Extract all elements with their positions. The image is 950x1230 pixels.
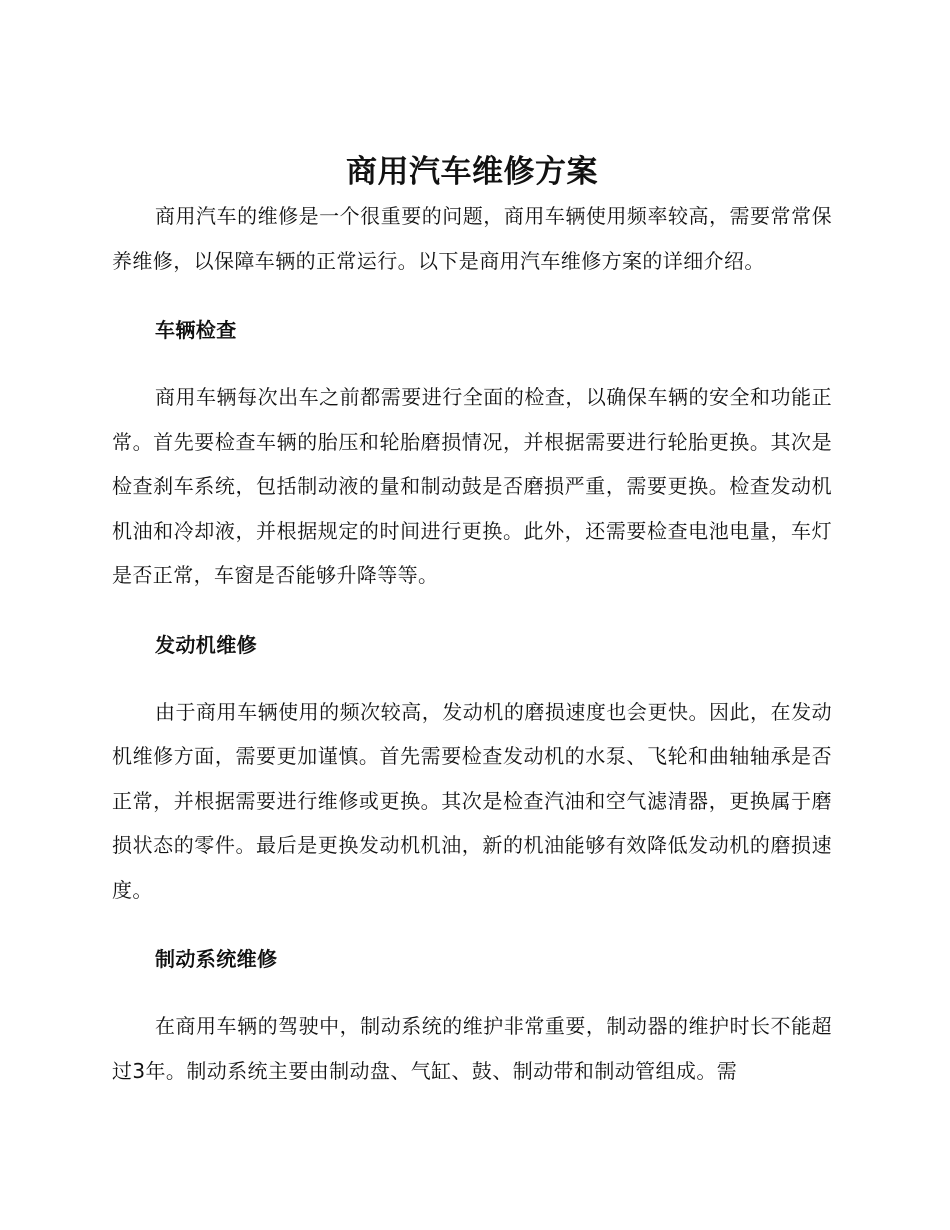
document-page bbox=[112, 150, 832, 1093]
document-title: 商用汽车维修方案 bbox=[346, 154, 598, 190]
section-heading-vehicle-inspection: 车辆检查 bbox=[155, 318, 237, 342]
section-body-engine-repair: 由于商用车辆使用的频次较高，发动机的磨损速度也会更快。因此，在发动机维修方面，需要更加谨慎。首先需要检查发动机的水泵、飞轮和曲轴轴承是否正常，并根据需要进行维修或更换。其次是检查汽油和空气滤清器，更换属于磨损状态的零件。最后是更换发动机机油，新的机油能够有效降低发动机的磨损速度。 bbox=[112, 699, 832, 902]
section-body-brake-system-repair: 在商用车辆的驾驶中，制动系统的维护非常重要，制动器的维护时长不能超过3年。制动系统主要由制动盘、气缸、鼓、制动带和制动管组成。需 bbox=[112, 1014, 832, 1083]
section-body-vehicle-inspection: 商用车辆每次出车之前都需要进行全面的检查，以确保车辆的安全和功能正常。首先要检查车辆的胎压和轮胎磨损情况，并根据需要进行轮胎更换。其次是检查刹车系统，包括制动液的量和制动鼓是否磨损严重，需要更换。检查发动机机油和冷却液，并根据规定的时间进行更换。此外，还需要检查电池电量，车灯是否正常，车窗是否能够升降等等。 bbox=[112, 385, 832, 587]
intro-paragraph: 商用汽车的维修是一个很重要的问题，商用车辆使用频率较高，需要常常保养维修，以保障车辆的正常运行。以下是商用汽车维修方案的详细介绍。 bbox=[112, 204, 832, 273]
section-heading-brake-system-repair: 制动系统维修 bbox=[155, 947, 278, 971]
section-heading-engine-repair: 发动机维修 bbox=[155, 632, 257, 657]
